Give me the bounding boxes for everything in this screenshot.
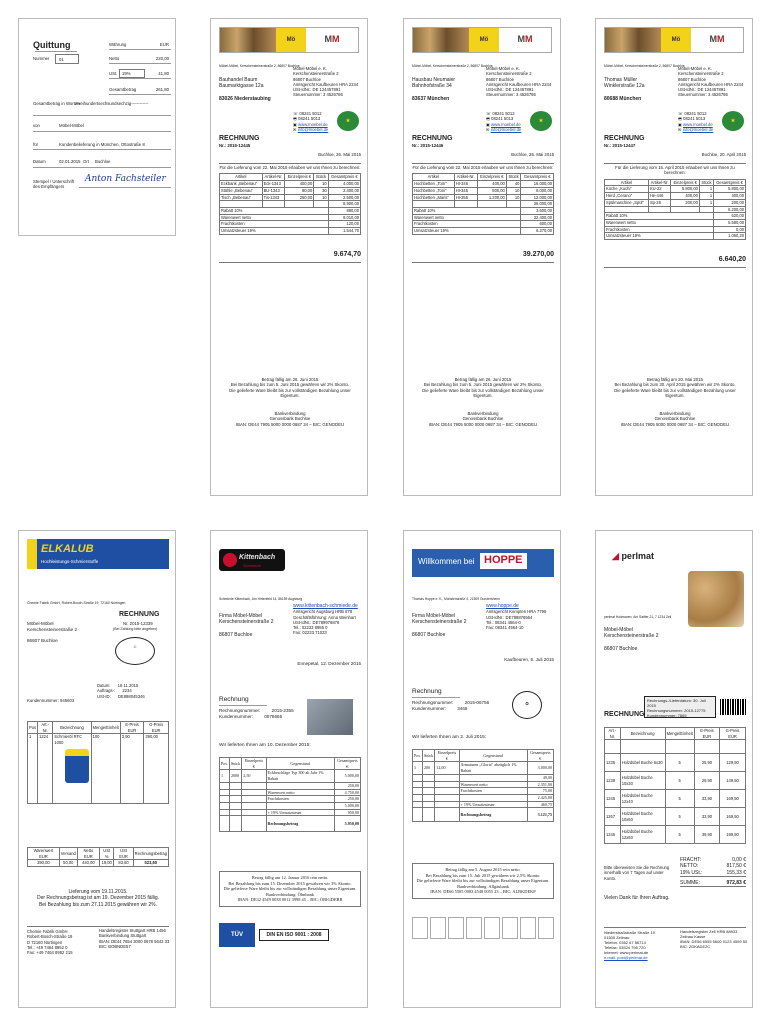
invoice-title: RECHNUNG	[604, 711, 645, 718]
recipient: Bauhandel Baum Baumarktgasse 12a 83026 Niederstaubing	[219, 77, 271, 102]
delivery-note: Wir lieferten Ihnen am 2. Juli 2015:	[412, 735, 487, 740]
perlmat-logo-block	[612, 551, 654, 562]
tool-icon	[412, 917, 428, 939]
sender-line: Schmiede Kittenbach, Am Hirtenfeld 14, 86159 Augsburg	[219, 597, 303, 601]
items-table: Artikel Artikel-Nr. Einzelpreis € Stück Gesamtpreis € Eckbank „Bebenau" Eck-1343 400,00 10 4.000,00 Stühle „Bebenau" BU-1343 80,00 30 2.400,00 Tisch „Bebenau" Tis-1343 250,00 10 2.500,00 8.900,00 Rabatt 10% 890,00 Warenwert netto 8.010,00 Frachtkosten 120,00 Umsatzsteuer 19% 1.544,70	[221, 174, 359, 234]
tool-icon	[430, 917, 446, 939]
delivery-note: Wir lieferten Ihnen am 10. Dezember 2015:	[219, 743, 311, 748]
quality-seal-icon: ✪	[512, 691, 542, 719]
recipient: Möbel-Möbel Kerschensteinerstraße 2 86807 Buchloe	[604, 627, 659, 652]
recipient: Hausbau Neumaier Bahnhofstraße 34 83637 München	[412, 77, 456, 102]
hoppe-logo: HOPPE	[480, 553, 527, 569]
customer-number: Kundennummer: 945603	[27, 698, 75, 703]
smiley-stamp-icon: ☺	[115, 637, 155, 665]
recipient: Möbel-Möbel Kerschensteinerstraße 2 86807 Buchloe	[27, 621, 78, 644]
receipt-number: 01	[55, 54, 79, 64]
invoice-note: (Bei Zahlung bitte angeben)	[113, 627, 158, 631]
elkalub-banner	[27, 539, 169, 569]
table-row: 1 2000 2,50 Eckbeschläge Typ 300 ab Jahr 1% Rabatt 5.000,00	[221, 770, 359, 782]
invoice-total: 5.950,00	[334, 816, 360, 832]
receipt-words-label: Gesamtbetrag in Worten	[33, 101, 80, 106]
table-row: Hochbetten „Toni" HI-345 800,00 10 8.000,00	[414, 187, 552, 193]
receipt-signature: Anton Fachsteiler	[85, 174, 166, 184]
receipt-title: Quittung	[33, 40, 71, 50]
delivery-note: Für die Lieferung vom 22. Mai 2015 erlauben wir uns Ihnen zu berechnen:	[219, 165, 361, 170]
elkalub-invoice	[18, 530, 176, 1008]
elkalub-logo: ELKALUB	[41, 543, 94, 555]
subtotal: 8.900,00	[328, 201, 360, 208]
header-banner	[412, 27, 552, 53]
register-info: Handelsregister Stuttgart HRB 1456 Bankverbindung Stuttgart IBAN: DE44 7654 3000 0678 5643 33 BIC: BOBNDE57	[99, 928, 170, 949]
invoice-number: Nr.: 2015-12446	[412, 143, 444, 148]
receipt-for: Kundenbelieferung in München, Ottostraße 8	[59, 142, 145, 147]
mm-logo: M M	[691, 28, 743, 52]
header-banner	[604, 27, 744, 53]
website-link[interactable]: www.moebel.de	[491, 121, 521, 127]
table-row: Stühle „Bebenau" BU-1343 80,00 30 2.400,00	[221, 187, 359, 193]
invoice-total: 39.270,00	[412, 251, 554, 263]
receipt-currency-label: Währung	[109, 42, 127, 47]
invoice-meta: Rechnungsnummer: 2015-06756 Kundennummer: 3465	[412, 700, 490, 711]
receipt-words: zweihundertsechsundsechzig------------	[75, 101, 149, 106]
recipient: Firma Möbel-Möbel Kerschensteinerstraße 2 86807 Buchloe	[219, 613, 274, 638]
tool-icons-strip	[412, 917, 554, 939]
receipt-date: 02.01.2015	[59, 159, 81, 164]
website-link[interactable]: www.moebel.de	[683, 121, 713, 127]
receipt-sheet	[18, 18, 176, 236]
receipt-date-label: Datum	[33, 159, 46, 164]
invoice-title: Rechnung	[219, 696, 249, 703]
subtotal: 36.000,00	[521, 201, 554, 208]
invoice-date: Buchloe, 26. Mai 2015	[511, 152, 554, 157]
invoice-total: 9.674,70	[219, 251, 361, 263]
receipt-currency: EUR	[159, 42, 169, 47]
receipt-place-label: Ort	[83, 159, 89, 164]
tool-icon	[484, 917, 500, 939]
firm-info: Möbel-Möbel e. K. Kerschensteinerstraße 2 86807 Buchloe Amtsgericht Kaufbeuren HRA 2244 USt-IdNr.: DE 124457891 Steuernummer: 3 4526786	[293, 66, 359, 98]
table-row: Hochbetten „Maris" HI-355 1.200,00 10 12.000,00	[414, 194, 552, 200]
delivery-note: Für die Lieferung vom 15. April 2015 erlauben wir uns Ihnen zu berechnen:	[604, 163, 746, 176]
tool-icon	[538, 917, 554, 939]
invoice-total: 3.121,75	[527, 808, 553, 822]
invoice-meta: Datum: 19.11.2015 Auftrags-: 2234 USt-ID: DE898045346	[97, 683, 145, 699]
receipt-vat-label: USt.	[109, 71, 118, 76]
table-row: Hochbetten „Tom" HI-346 400,00 40 16.000,00	[414, 181, 552, 187]
recipient: Thomas Müller Winklerstraße 12a 80688 München	[604, 77, 645, 102]
items-table: Pos. Stück Einzelpreis € Gegenstand Gesamtpreis € 1 2000 2,50 Eckbeschläge Typ 300 ab Jahr 1% Rabatt 5.000,00 250,00 Warenwert netto 4.750,00 Frachtkosten 250,00 5.000,00 + 19% Umsatzsteuer 950,00 Rechnungsbetrag 5.950,00	[219, 757, 361, 832]
building-photo	[307, 699, 353, 735]
items-table: Pos Art.-Nr. Bezeichnung Menge/Einheit E-Preis EUR G-Preis EUR 1 1224 Schmieröl RFC 1000 100 3,90 390,00	[27, 721, 169, 804]
invoice-sheet-1	[210, 18, 368, 496]
receipt-from-label: von	[33, 123, 40, 128]
items-table: Art.-Nr. Bezeichnung Menge/Einheit E-Preis EUR G-Preis EUR 1235 Holzdübel Buche 6x30 5 25,90 129,50 1238 Holzdübel Buche 10x30 5 29,90 149,50 1245 Holzdübel Buche 12x40 5 33,90 169,50 1267 Holzdübel Buche 10x60 5 33,90 169,50 1246 Holzdübel Buche 12x60 5 39,90 199,50	[604, 727, 746, 844]
barcode-icon	[720, 699, 746, 715]
company-address: Niederstraßstraße Straße 19 01505 Zellnau Telefon: 0352 67 56714 Telefax: 03524 795 720 Internet: www.perlmat.de e-mail: post@perlmat.de	[604, 927, 746, 960]
logo-badge: Mö	[276, 28, 306, 52]
receipt-net: 220,00	[155, 56, 169, 61]
subtotal: 6.200,00	[714, 206, 746, 213]
kittenbach-logo: Kittenbach	[239, 554, 276, 561]
invoice-title: RECHNUNG	[412, 135, 453, 142]
tool-icon	[448, 917, 464, 939]
oil-can-icon	[65, 749, 89, 783]
hoppe-welcome: Willkommen bei	[418, 557, 475, 566]
elkalub-tagline: Hochleistungs-Schmierstoffe	[41, 559, 99, 564]
kittenbach-logo-badge	[219, 549, 285, 571]
sender-line: perlmat Holzwaren, Am Sattler 21, 7 1234 Zell	[604, 615, 672, 619]
perlmat-logo: perlmat	[621, 551, 654, 561]
contact-info: ☏ 08241 5012 🖷 08241 5013 ▣ www.moebel.de ✉ info@moebel.de	[486, 111, 522, 132]
perlmat-invoice	[595, 530, 753, 1008]
payment-note: Bitte überweisen Sie die Rechnung innerhalb von 7 Tagen auf unser Konto.	[604, 865, 670, 881]
invoice-date: Kaufbeuren, 5. Juli 2015	[504, 657, 554, 662]
table-row: Eckbank „Bebenau" Eck-1343 400,00 10 4.000,00	[221, 181, 359, 187]
hoppe-banner	[412, 549, 554, 577]
iso-cert-badge: DIN EN ISO 9001 : 2008	[259, 929, 329, 941]
sender-line: Möbel-Möbel, Kerschensteinerstraße 2, 86807 Buchloe	[412, 64, 493, 68]
firm-info: www.kittenbach-schmiede.de Amtsgericht Augsburg HRB 878 Geschäftsführung: Anna Weinhart USt-IdNr.: DE789976878 Tel.: 02233 8955 0 Fax: 02233 71023	[293, 603, 358, 636]
website-link[interactable]: www.moebel.de	[298, 121, 328, 127]
table-row: 1246 Holzdübel Buche 12x60 5 39,90 199,50	[605, 826, 746, 844]
thanks-note: Vielen Dank für Ihren Auftrag.	[604, 895, 670, 901]
payment-terms: Betrag fällig am 26. Juni 2015 Bei Bezahlung bis zum 5. Juni 2015 gewähren wir 2% Skonto. Die gelieferte Ware bleibt bis zur vollständigen Bezahlung unser Eigentum.	[229, 377, 351, 399]
bank-details: Bankverbindung Genossbank Buchloe IBAN: DE44 7905 5000 0000 0687 34 – BIC: GENODEU	[235, 411, 345, 427]
invoice-title: RECHNUNG	[119, 611, 160, 618]
invoice-meta: Rechnungs-/Lieferdatum: 30. Juli 2015 Rechnungsnummer: 2015-12775 Kundennummer: 7865	[644, 696, 716, 718]
perlmat-mark-icon: ◢	[612, 551, 619, 561]
sums-table: Warenwert EUR Versand Netto EUR USt % USt EUR Rechnungsbetrag 390,00 50,00 440,00 19,00 83,60 523,60	[27, 847, 169, 867]
firm-info: www.hoppe.de Amtsgericht Kempten HRA 7799 USt-IdNr.: DE789876564 Tel.: 08341 4564-0 Fax: 08341 4564-10	[486, 603, 547, 630]
table-row: 1235 Holzdübel Buche 6x30 5 25,90 129,50	[605, 754, 746, 772]
items-table: Artikel Artikel-Nr. Einzelpreis € Stück Gesamtpreis € Hochbetten „Tom" HI-346 400,00 40 16.000,00 Hochbetten „Toni" HI-345 800,00 10 8.000,00 Hochbetten „Maris" HI-355 1.200,00 10 12.000,00 36.000,00 Rabatt 10% 3.600,00 Warenwert netto 32.400,00 Frachtkosten 600,00 Umsatzsteuer 19% 6.270,00	[414, 174, 552, 234]
seal-icon: ★	[337, 111, 359, 131]
email-link[interactable]: info@moebel.de	[490, 126, 522, 132]
invoice-title: RECHNUNG	[604, 135, 645, 142]
receipt-net-label: Netto	[109, 56, 120, 61]
header-banner	[219, 27, 359, 53]
email-link[interactable]: info@moebel.de	[682, 126, 714, 132]
receipt-number-label: Nummer	[33, 56, 50, 61]
receipt-stamp-label: Stempel / Unterschrift des Empfängers	[33, 179, 75, 190]
payment-terms: Betrag fällig am 26. Juni 2015 Bei Bezahlung bis zum 5. Juni 2015 gewähren wir 2% Skonto. Die gelieferte Ware bleibt bis zur vollständigen Bezahlung unser Eigentum.	[422, 377, 544, 399]
logo-badge: Mö	[469, 28, 499, 52]
table-row: Spülmaschine „Spül" Sp-28 200,00 1 200,00	[606, 199, 744, 205]
table-row: Tisch „Bebenau" Tis-1343 250,00 10 2.500,00	[221, 194, 359, 200]
logo-badge: Mö	[661, 28, 691, 52]
mm-logo: M M	[306, 28, 358, 52]
email-link[interactable]: info@moebel.de	[297, 126, 329, 132]
invoice-number: Nr.: 2015-12447	[604, 143, 636, 148]
table-row: 1245 Holzdübel Buche 12x40 5 33,90 169,50	[605, 790, 746, 808]
payment-terms: Betrag fällig am 5. August 2015 rein netto. Bei Bezahlung bis zum 15. Juli 2015 gewähren wir 2,5% Skonto. Die gelieferte Ware bleibt bis zur vollständigen Bezahlung unser Eigentum. Bankverbindung: Allgäubank IBAN: DE66 5505 0003 4548 0055 23 – BIC: ALBKDEKP	[412, 863, 554, 899]
seal-icon: ★	[530, 111, 552, 131]
payment-terms: Betrag fällig am 12. Januar 2016 rein netto. Bei Bezahlung bis zum 15. Dezember 2015 gewähren wir 3% Skonto. Die gelieferte Ware bleibt bis zur vollständigen Bezahlung unser Eigentum. Bankverbindung: Ölmbank IBAN: DE32 4549 0038 0012 3998 45 – BIC: ÖBIGDEBB	[219, 871, 361, 907]
seal-icon: ★	[722, 111, 744, 131]
invoice-sheet-3	[595, 18, 753, 496]
receipt-total: 261,80	[155, 87, 169, 92]
receipt-for-label: für	[33, 142, 39, 147]
bank-details: Bankverbindung Genossbank Buchloe IBAN: DE44 7905 5000 0000 0687 34 – BIC: GENODEU	[428, 411, 538, 427]
invoice-date: Ennepetal, 12. Dezember 2015	[297, 661, 361, 666]
company-address: Chemie Fabrik GmbH Robert-Bosch-Straße 19 D 72160 Nürtingen Tel.: +49 7464 8952 0 Fax: +49 7464 8952 215	[27, 926, 169, 955]
hoppe-invoice	[403, 530, 561, 1008]
invoice-date: Buchloe, 26. Mai 2015	[318, 152, 361, 157]
table-row: 1 1224 Schmieröl RFC 1000 100 3,90 390,00	[28, 734, 169, 804]
tool-icon	[502, 917, 518, 939]
table-row: Küche „Kuchi" KU-22 5.800,00 1 5.800,00	[606, 186, 744, 192]
items-table: Artikel Artikel-Nr. Einzelpreis € Stück Gesamtpreis € Küche „Kuchi" KU-22 5.800,00 1 5.800,00 Herd „Cerano" He-446 400,00 1 400,00 Spülmaschine „Spül" Sp-28 200,00 1 200,00 6.200,00 Rabatt 10% 620,00 Warenwert netto 5.580,00 Frachtkosten 0,00 Umsatzsteuer 19% 1.060,20	[606, 179, 744, 239]
recipient: Firma Möbel-Möbel Kerschensteinerstraße 2 86807 Buchloe	[412, 613, 467, 638]
register-info: Handelsregister Zell HRB 88933 Zellnau Kasse IBAN: DE56 6555 5600 0123 4599 50 BIC: ZDKADE2C	[680, 929, 748, 949]
email-link[interactable]: e-mail: post@perlmat.de	[604, 955, 648, 960]
bank-details: Bankverbindung Genossbank Buchloe IBAN: DE44 7905 5000 0000 0687 34 – BIC: GENODEU	[620, 411, 730, 427]
invoice-number: Nr. 2015-12339	[123, 621, 153, 626]
invoice-total: 6.640,20	[604, 256, 746, 268]
invoice-sheet-2	[403, 18, 561, 496]
mm-logo: M M	[499, 28, 551, 52]
firm-info: Möbel-Möbel e. K. Kerschensteinerstraße 2 86807 Buchloe Amtsgericht Kaufbeuren HRA 2244 USt-IdNr.: DE 124457891 Steuernummer: 3 4526786	[678, 66, 744, 98]
receipt-vat: 41,80	[158, 71, 169, 76]
table-row: 1 200 12,00 Armaturen „Gloria" abzüglich 1% Rabatt 3.000,00	[414, 762, 552, 774]
website-link[interactable]: www.hoppe.de	[486, 603, 519, 609]
tool-icon	[466, 917, 482, 939]
sums-block: FRACHT: 0,00 € NETTO: 817,50 € 19% USt.: 155,33 € SUMME: 972,83 €	[680, 857, 746, 886]
delivery-note: Für die Lieferung vom 22. Mai 2015 erlauben wir uns Ihnen zu berechnen:	[412, 165, 554, 170]
tool-icon	[520, 917, 536, 939]
kittenbach-invoice	[210, 530, 368, 1008]
invoice-number: Nr.: 2015-12445	[219, 143, 251, 148]
receipt-place: Buchloe	[95, 159, 111, 164]
receipt-total-label: Gesamtbetrag	[109, 87, 137, 92]
invoice-date: Buchloe, 20. April 2015	[701, 152, 746, 157]
receipt-from: Möbel-Möbel	[59, 123, 84, 128]
sender-line: Thomas Hoppe e. K., Münsterstraße 4, 21509 Gundersheim	[412, 597, 500, 601]
payment-terms: Lieferung vom 19.11.2015. Der Rechnungsbetrag ist am 19. Dezember 2015 fällig. Bei Bezahlung bis zum 27.11.2015 gewähren wir 2%.	[36, 889, 159, 908]
website-link[interactable]: www.kittenbach-schmiede.de	[293, 603, 358, 609]
table-row: 1238 Holzdübel Buche 10x30 5 29,90 149,50	[605, 772, 746, 790]
table-row: Herd „Cerano" He-446 400,00 1 400,00	[606, 193, 744, 199]
sender-line: Chemie Fabrik GmbH, Robert-Bosch-Straße 19, 72160 Nürtingen	[27, 601, 126, 605]
items-table: Pos. Stück Einzelpreis € Gegenstand Gesamtpreis € 1 200 12,00 Armaturen „Gloria" abzüglich 1% Rabatt 3.000,00 49,00 Warenwert netto 2.351,00 Frachtkosten 75,00 2.425,00 + 19% Umsatzsteuer 460,75 Rechnungsbetrag 3.121,75	[412, 749, 554, 822]
wood-dowels-photo	[688, 571, 744, 627]
table-row: 1267 Holzdübel Buche 10x60 5 33,90 169,50	[605, 808, 746, 826]
tuv-logo: TÜV	[219, 923, 255, 947]
invoice-total: 972,83 €	[726, 879, 746, 886]
payment-terms: Betrag fällig am 20. Mai 2015 Bei Bezahlung bis zum 30. April 2015 gewähren wir 2% Skonto. Die gelieferte Ware bleibt bis zur vollständigen Bezahlung unser Eigentum.	[614, 377, 736, 399]
sender-line: Möbel-Möbel, Kerschensteinerstraße 2, 86807 Buchloe	[219, 64, 300, 68]
invoice-title: RECHNUNG	[219, 135, 260, 142]
invoice-meta: Rechnungsnummer: 2015-2355 Kundennummer: 0078665	[219, 708, 294, 719]
invoice-title: Rechnung	[412, 688, 442, 695]
kittenbach-tagline: Schmiede	[243, 563, 261, 568]
sender-line: Möbel-Möbel, Kerschensteinerstraße 2, 86807 Buchloe	[604, 64, 685, 68]
contact-info: ☏ 08241 5012 🖷 08241 5013 ▣ www.moebel.de ✉ info@moebel.de	[678, 111, 714, 132]
firm-info: Möbel-Möbel e. K. Kerschensteinerstraße 2 86807 Buchloe Amtsgericht Kaufbeuren HRA 2244 USt-IdNr.: DE 124457891 Steuernummer: 3 4526786	[486, 66, 552, 98]
contact-info: ☏ 08241 5012 🖷 08241 5013 ▣ www.moebel.de ✉ info@moebel.de	[293, 111, 329, 132]
receipt-vat-pct: 19%	[119, 69, 145, 78]
